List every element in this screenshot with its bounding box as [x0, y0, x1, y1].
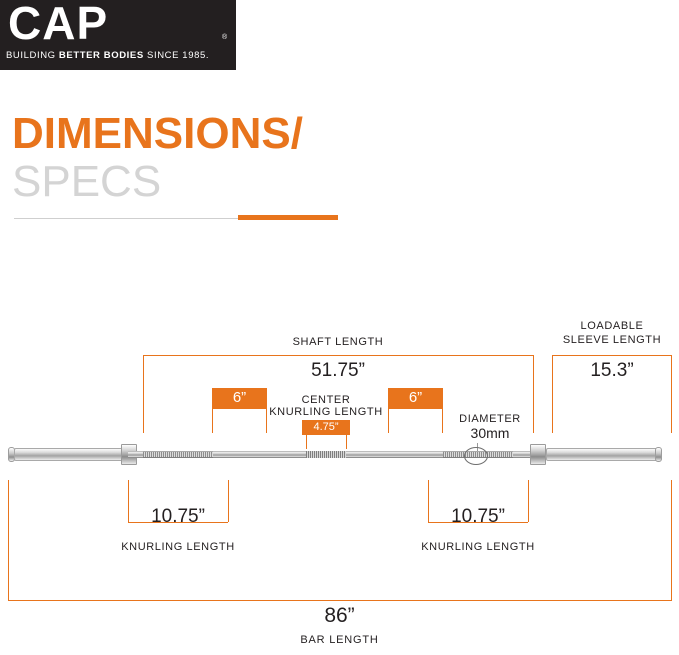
center-knurl-label-line2: KNURLING LENGTH — [269, 406, 383, 418]
sleeve-left — [14, 448, 126, 461]
bar-length-value: 86” — [324, 604, 355, 627]
center-knurl-label-line1: CENTER — [301, 394, 351, 406]
center-knurl-chip: 4.75” — [302, 420, 350, 435]
shaft-length-value: 51.75” — [311, 360, 365, 381]
shaft-bracket-top — [143, 355, 533, 356]
knurl-left-value: 10.75” — [151, 506, 205, 527]
bar-length-bracket-bottom — [8, 600, 672, 601]
brand-logo-block — [0, 0, 236, 70]
bar-length-tick-right — [671, 480, 672, 600]
gap-left-chip: 6” — [212, 388, 267, 408]
brand-wordmark: CAP — [8, 0, 109, 49]
tagline-suffix: SINCE 1985. — [143, 50, 210, 61]
knurl-left-label: KNURLING LENGTH — [121, 541, 235, 553]
page-title-line2: SPECS — [12, 157, 162, 206]
tagline-bold: BETTER BODIES — [58, 50, 144, 61]
bar-length-tick-left — [8, 480, 9, 600]
sleeve-right — [546, 448, 658, 461]
registered-trademark-icon: ® — [222, 34, 228, 41]
page-title-line1: DIMENSIONS/ — [12, 109, 303, 158]
knurl-right-label: KNURLING LENGTH — [421, 541, 535, 553]
shaft-bracket-left-tick — [143, 355, 144, 433]
sleeve-bracket-top — [552, 355, 672, 356]
bar-length-label: BAR LENGTH — [300, 634, 379, 646]
brand-tagline — [6, 50, 209, 61]
barbell-illustration — [0, 430, 679, 480]
diameter-label: DIAMETER — [459, 413, 521, 425]
shaft-length-label: SHAFT LENGTH — [292, 336, 384, 348]
gap-right-chip: 6” — [388, 388, 443, 408]
sleeve-length-value: 15.3” — [590, 360, 634, 381]
gap-left-bracket — [212, 408, 267, 409]
diameter-value: 30mm — [470, 425, 510, 441]
knurl-right-value: 10.75” — [451, 506, 505, 527]
diameter-cross-section-icon — [464, 447, 488, 465]
tagline-prefix: BUILDING — [6, 50, 59, 61]
collar-right — [530, 444, 546, 465]
sleeve-length-label-line2: SLEEVE LENGTH — [562, 334, 662, 346]
title-divider-accent — [238, 215, 338, 220]
gap-right-bracket — [388, 408, 443, 409]
knurling-center — [306, 451, 346, 458]
sleeve-length-label-line1: LOADABLE — [580, 320, 644, 332]
knurling-left — [143, 451, 213, 458]
sleeve-end-cap-right — [655, 447, 662, 462]
